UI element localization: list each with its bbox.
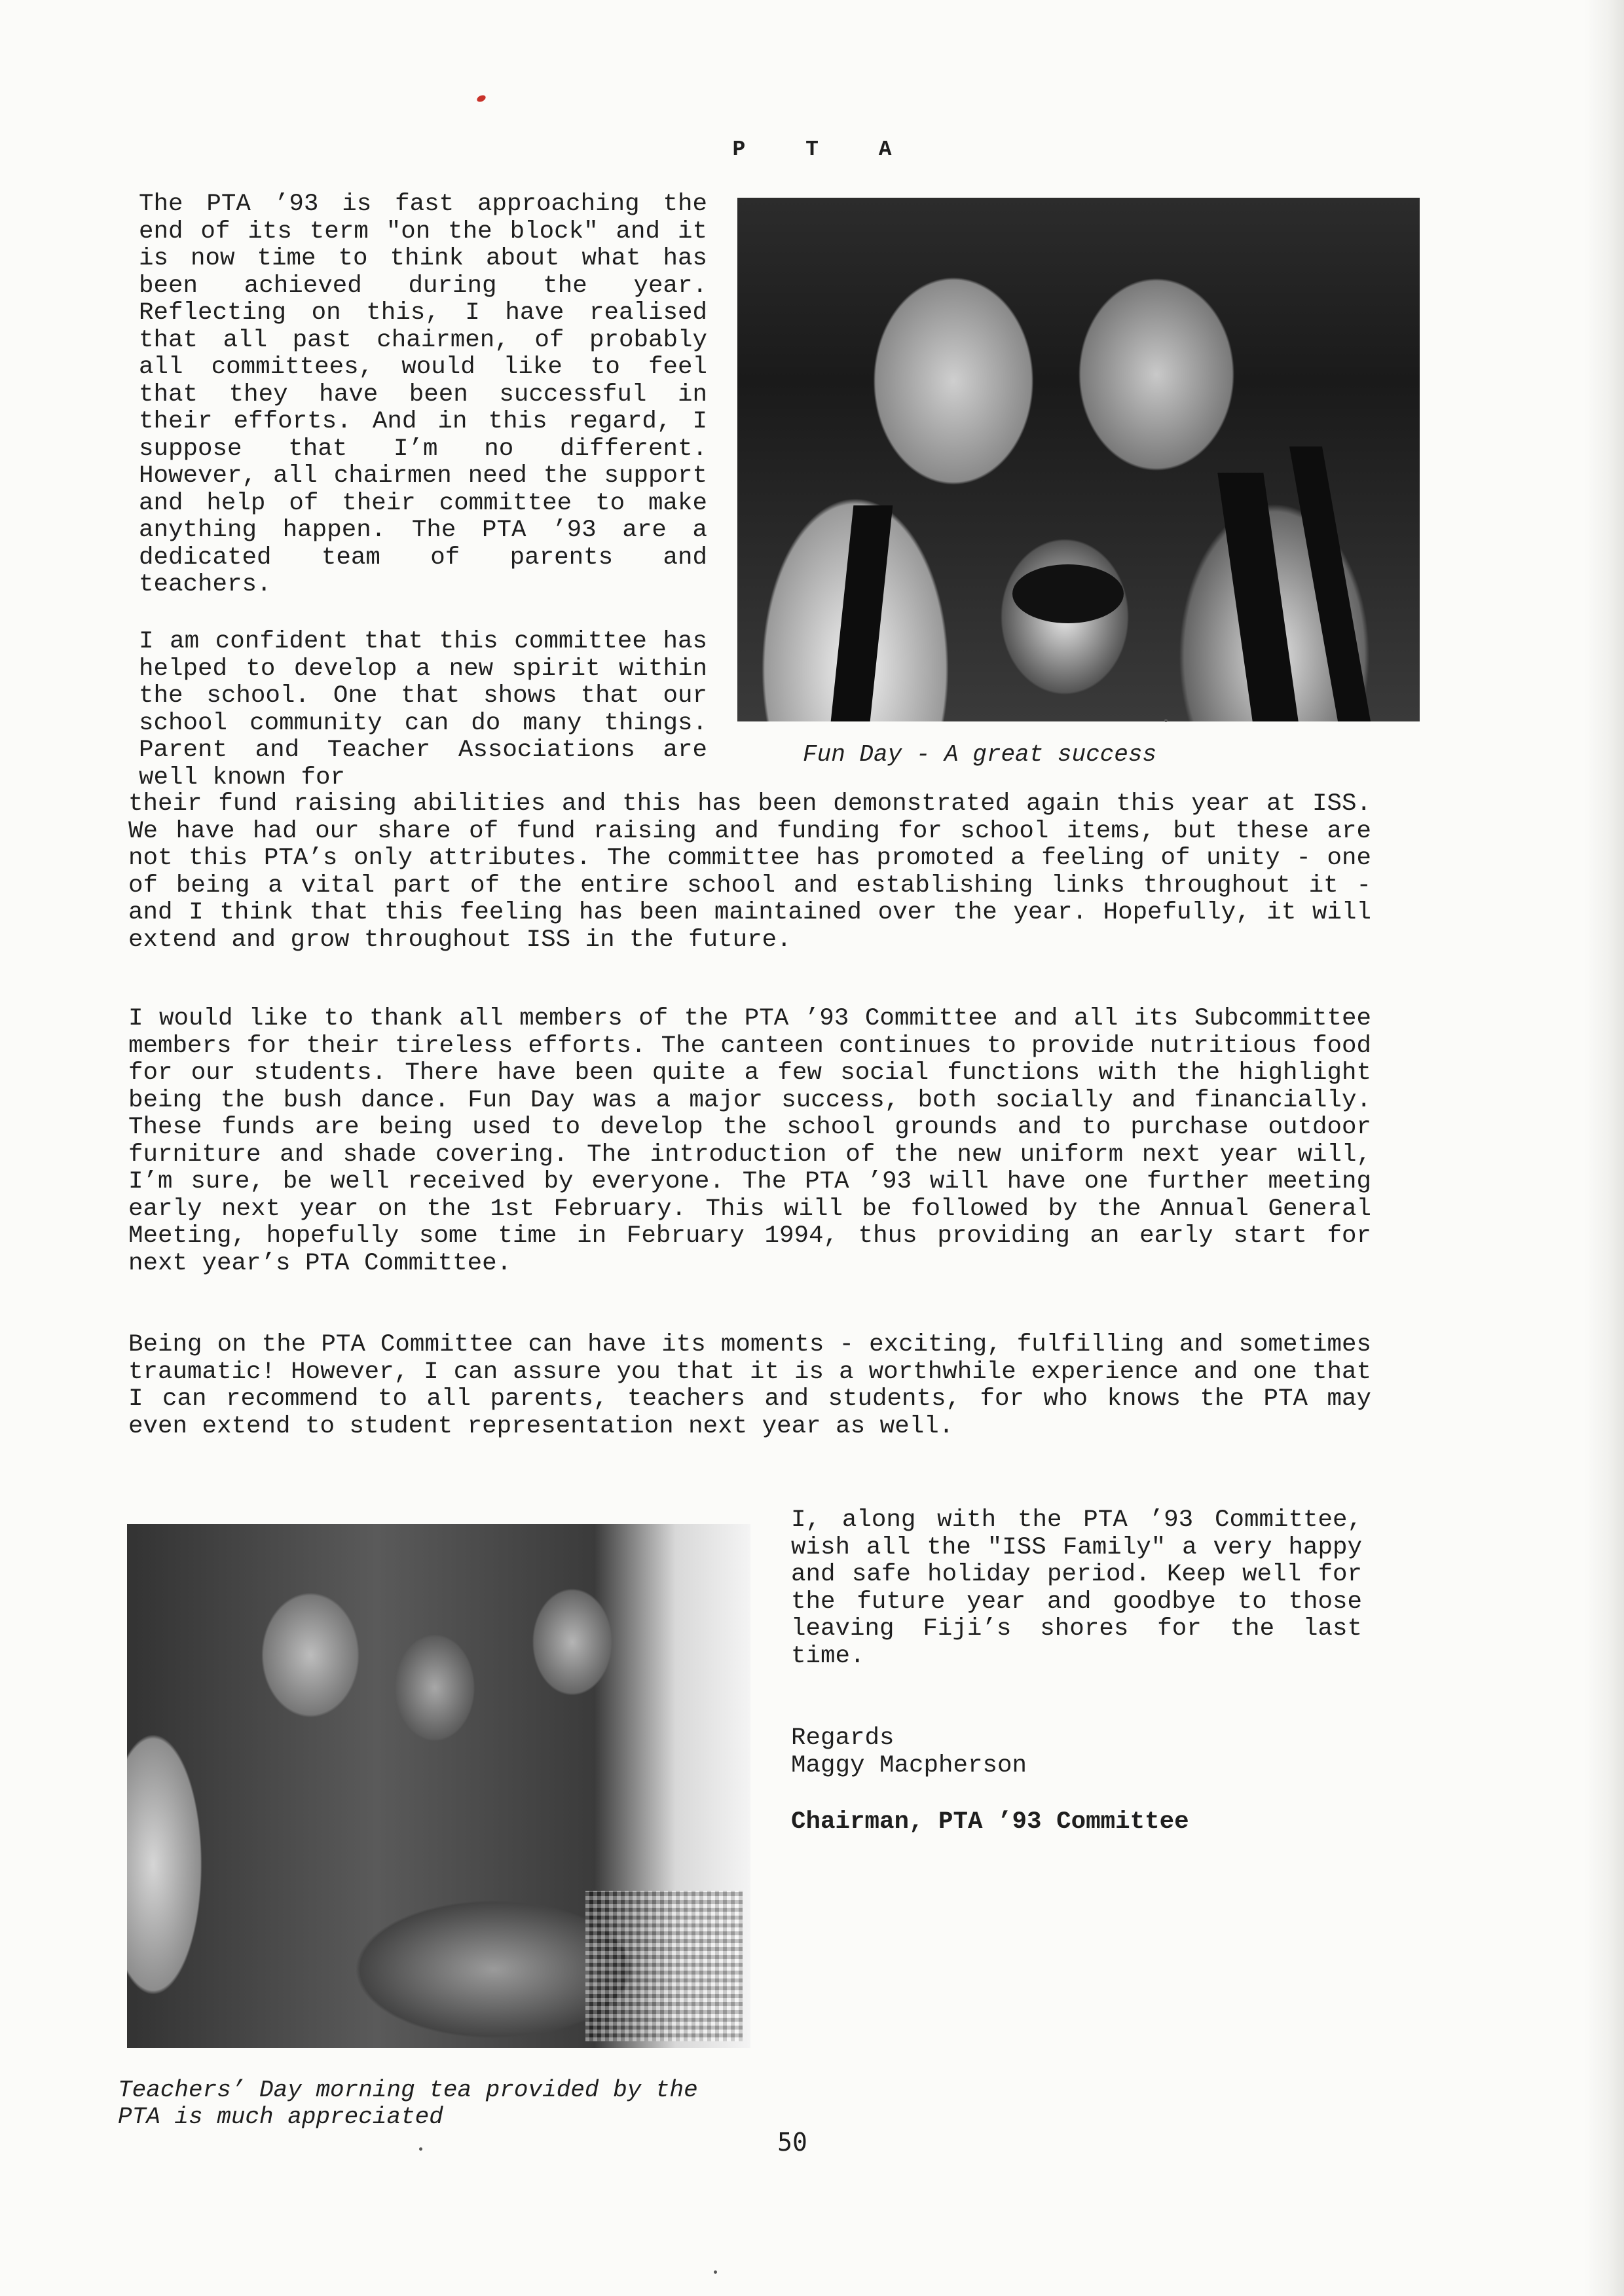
teachers-day-caption: Teachers’ Day morning tea provided by the PTA is much appreciated (118, 2077, 698, 2130)
ink-mark (476, 94, 487, 103)
teachers-day-photo (127, 1524, 750, 2048)
paragraph-thanks: I would like to thank all members of the PTA ’93 Committee and all its Subcommittee members for their tireless efforts. The canteen continues to provide nutritious food for our students. There have been quite a few social functions with the highlight being the bush dance. Fun Day was a major success, both socially and financially. These funds are being used to develop the school grounds and to purchase outdoor furniture and shade covering. The introduction of the new uniform next year will, I’m sure, be well received by everyone. The PTA ’93 will have one further meeting early next year on the 1st February. This will be followed by the Annual General Meeting, hopefully some time in February 1994, thus providing an early start for next year’s PTA Committee. (128, 1005, 1371, 1277)
paragraph-intro: The PTA ’93 is fast approaching the end of its term "on the block" and it is now time to think about what has been achieved during the year. Reflecting on this, I have realised that all past chairmen, of probably all committees, would like to feel that they have been successful in their efforts. And in this regard, I suppose that I’m no different. However, all chairmen need the support and help of their committee to make anything happen. The PTA ’93 are a dedicated team of parents and teachers. (139, 191, 707, 598)
paragraph-moments: Being on the PTA Committee can have its moments - exciting, fulfilling and sometimes traumatic! However, I can assure you that it is a worthwhile experience and one that I can recommend to all parents, teachers and students, for who knows the PTA may even extend to student representation next year as well. (128, 1331, 1371, 1440)
tablecloth-pattern (585, 1891, 743, 2041)
paragraph-holiday-wishes: I, along with the PTA ’93 Committee, wish all the "ISS Family" a very happy and safe holiday period. Keep well for the future year and goodbye to those leaving Fiji’s shores for the last time. (791, 1506, 1362, 1670)
page-heading: P T A (732, 137, 915, 162)
fun-day-caption: Fun Day - A great success (803, 741, 1157, 768)
speck (419, 2147, 422, 2151)
fun-day-photo (737, 198, 1420, 721)
speck (1164, 719, 1168, 722)
speck (714, 2270, 717, 2274)
torn-page-edge (1585, 0, 1624, 2296)
signoff-role: Chairman, PTA ’93 Committee (791, 1808, 1189, 1836)
signoff-name: Maggy Macpherson (791, 1752, 1027, 1779)
paragraph-spirit: I am confident that this committee has helped to develop a new spirit within the school. One that shows that our school community can do many things. Parent and Teacher Associations are well known for (139, 628, 707, 792)
page-number: 50 (777, 2128, 807, 2157)
paragraph-fundraising: their fund raising abilities and this has been demonstrated again this year at ISS. We have had our share of fund raising and funding for school items, but these are not this PTA’s only attributes. The committee has promoted a feeling of unity - one of being a vital part of the entire school and establishing links throughout it - and I think that this feeling has been maintained over the year. Hopefully, it will extend and grow throughout ISS in the future. (128, 790, 1371, 954)
signoff-regards: Regards (791, 1724, 895, 1752)
